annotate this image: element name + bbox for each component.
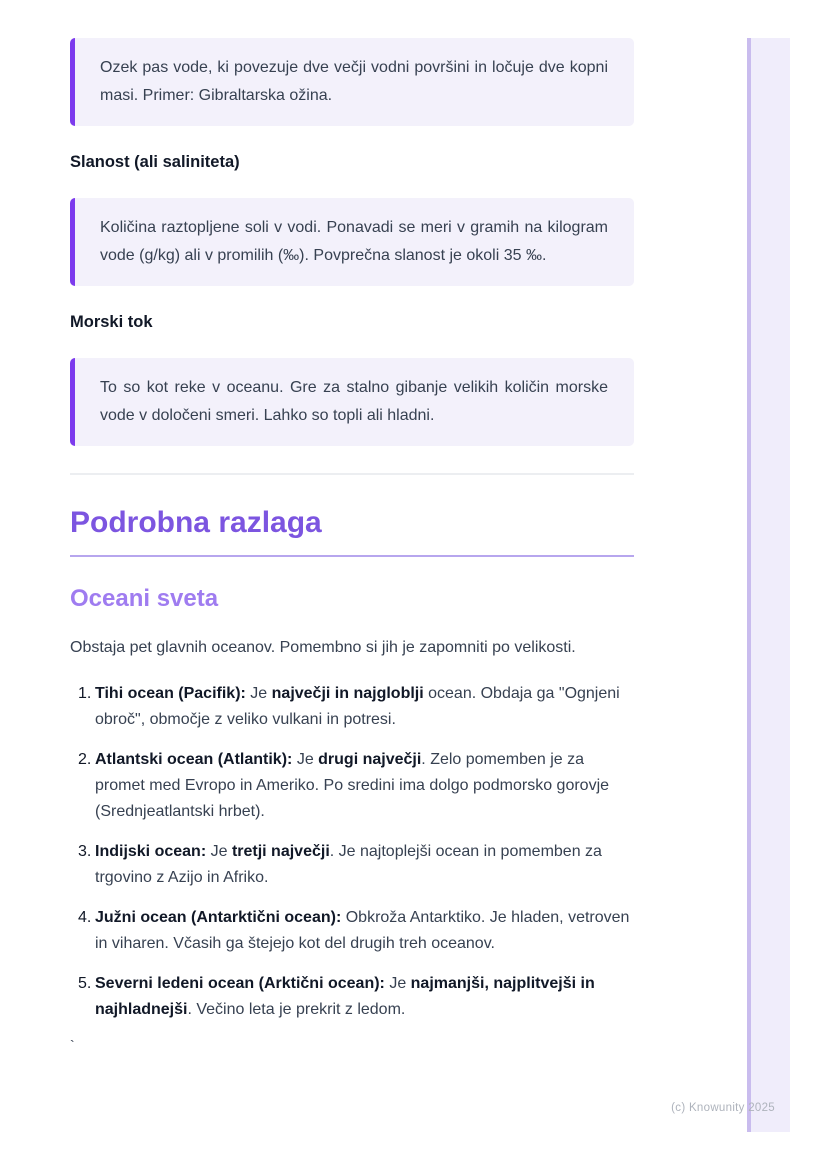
callout-strait-text: Ozek pas vode, ki povezuje dve večji vodni površini in ločuje dve kopni masi. Primer: Gibraltarska ožina. [100, 59, 608, 104]
list-item-text: Atlantski ocean (Atlantik): Je drugi največji. Zelo pomemben je za promet med Evropo in Ameriko. Po sredini ima dolgo podmorsko gorovje (Srednjeatlantski hrbet). [95, 751, 610, 820]
callout-sea-current-definition [70, 358, 634, 446]
heading-salinity: Slanost (ali saliniteta) [70, 153, 240, 171]
list-item-text: Tihi ocean (Pacifik): Je največji in najgloblji ocean. Obdaja ga "Ognjeni obroč", območje z veliko vulkani in potresi. [95, 685, 620, 728]
callout-strait-definition [70, 38, 634, 126]
subsection-title: Oceani sveta [70, 585, 219, 612]
list-item [70, 971, 634, 1023]
stray-backtick: ` [70, 1037, 75, 1053]
callout-sea-current-text: To so kot reke v oceanu. Gre za stalno gibanje velikih količin morske vode v določeni smeri. Lahko so topli ali hladni. [100, 379, 608, 424]
ocean-list [70, 681, 634, 1023]
list-item-number: 2. [78, 751, 92, 768]
list-item [70, 839, 634, 891]
list-item-number: 4. [78, 909, 92, 926]
list-item [70, 905, 634, 957]
list-item-text: Indijski ocean: Je tretji največji. Je najtoplejši ocean in pomemben za trgovino z Azijo in Afriko. [95, 843, 602, 886]
heading-sea-current: Morski tok [70, 313, 153, 331]
list-item-number: 1. [78, 685, 92, 702]
list-item-text: Severni ledeni ocean (Arktični ocean): Je najmanjši, najplitvejši in najhladnejši. Večino leta je prekrit z ledom. [95, 975, 595, 1018]
callout-salinity-text: Količina raztopljene soli v vodi. Ponavadi se meri v gramih na kilogram vode (g/kg) ali v promilih (‰). Povprečna slanost je okoli 35 ‰. [100, 219, 608, 264]
list-item [70, 747, 634, 825]
list-item-number: 3. [78, 843, 92, 860]
copyright-footer: (c) Knowunity 2025 [671, 1102, 775, 1114]
callout-salinity-definition [70, 198, 634, 286]
document-content [70, 0, 634, 1053]
list-item [70, 681, 634, 733]
page-title: Podrobna razlaga [70, 506, 634, 557]
section-divider [70, 473, 634, 475]
page-edge-strip [747, 38, 790, 1132]
intro-paragraph: Obstaja pet glavnih oceanov. Pomembno si jih je zapomniti po velikosti. [70, 639, 576, 656]
list-item-text: Južni ocean (Antarktični ocean): Obkroža Antarktiko. Je hladen, vetroven in viharen. Včasih ga štejejo kot del drugih treh oceanov. [95, 909, 630, 952]
list-item-number: 5. [78, 975, 92, 992]
